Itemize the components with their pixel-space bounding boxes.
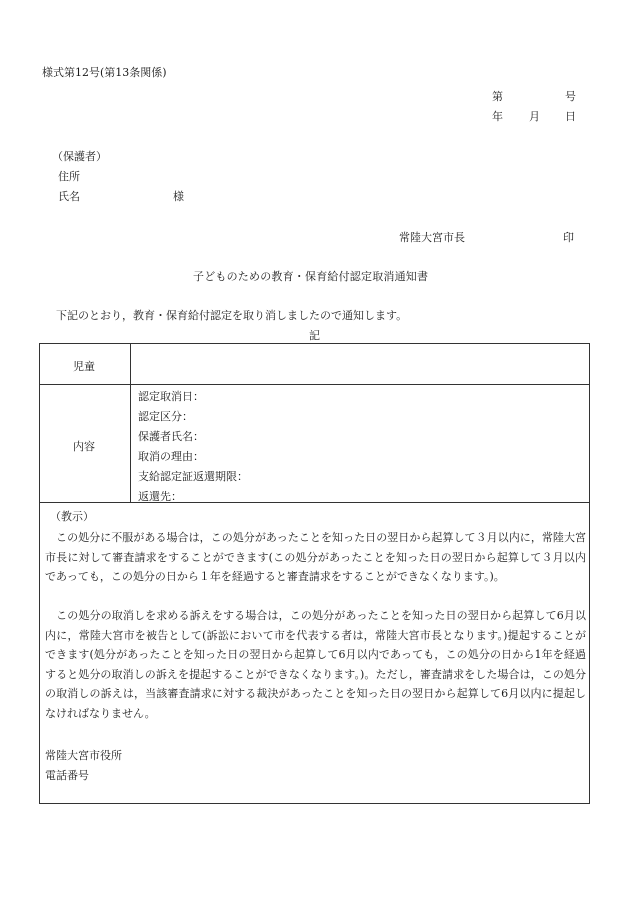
content-item-category: 認定区分： bbox=[138, 410, 193, 423]
column-divider bbox=[130, 344, 131, 503]
row-divider bbox=[40, 502, 589, 503]
instruction-paragraph-2: この処分の取消しを求める訴えをする場合は，この処分があったことを知った日の翌日から起算して6月以内に，常陸大宮市を被告として(訴訟において市を代表する者は，常陸大宮市長となります。)提起することができます(処分があったことを知った日の翌日から起算して6月以内であっても，この処分の日から1年を経過すると処分の取消しの訴えを提起することができなくなります。)。ただし，審査請求をした場合は，この処分の取消しの訴えは，当該審査請求に対する裁決があったことを知った日の翌日から起算して6月以内に提起しなければなりません。 bbox=[45, 609, 586, 720]
content-item-guardian-name: 保護者氏名： bbox=[138, 430, 204, 443]
content-item-return-deadline: 支給認定証返還期限： bbox=[138, 470, 248, 483]
instruction-heading: （教示） bbox=[50, 510, 94, 523]
content-item-reason: 取消の理由： bbox=[138, 450, 204, 463]
intro-text: 下記のとおり，教育・保育給付認定を取り消しましたので通知します。 bbox=[56, 309, 408, 322]
content-item-cancel-date: 認定取消日： bbox=[138, 390, 204, 403]
document-title: 子どものための教育・保育給付認定取消通知書 bbox=[193, 270, 429, 283]
row-divider bbox=[40, 384, 589, 385]
footer-office: 常陸大宮市役所 bbox=[45, 749, 122, 762]
date-month: 月 bbox=[529, 110, 540, 123]
ki-label: 記 bbox=[309, 329, 320, 342]
issuer-name: 常陸大宮市長 bbox=[399, 231, 465, 244]
child-label: 児童 bbox=[73, 360, 95, 373]
doc-number-suffix: 号 bbox=[565, 90, 576, 103]
name-label: 氏名 bbox=[58, 190, 80, 203]
form-number: 様式第12号(第13条関係) bbox=[42, 66, 167, 79]
seal-mark: 印 bbox=[563, 231, 574, 244]
honorific: 様 bbox=[173, 190, 184, 203]
date-day: 日 bbox=[565, 110, 576, 123]
doc-number-prefix: 第 bbox=[492, 90, 503, 103]
date-year: 年 bbox=[492, 110, 503, 123]
recipient-heading: （保護者） bbox=[52, 150, 107, 163]
footer-phone-label: 電話番号 bbox=[45, 769, 89, 782]
notice-table bbox=[39, 343, 590, 804]
address-label: 住所 bbox=[58, 170, 80, 183]
content-label: 内容 bbox=[73, 440, 95, 453]
content-item-return-destination: 返還先： bbox=[138, 490, 182, 503]
instruction-paragraph-1: この処分に不服がある場合は，この処分があったことを知った日の翌日から起算して３月以内に，常陸大宮市長に対して審査請求をすることができます(この処分があったことを知った日の翌日から起算して３月以内であっても，この処分の日から１年を経過すると審査請求をすることができなくなります。)。 bbox=[45, 531, 586, 584]
